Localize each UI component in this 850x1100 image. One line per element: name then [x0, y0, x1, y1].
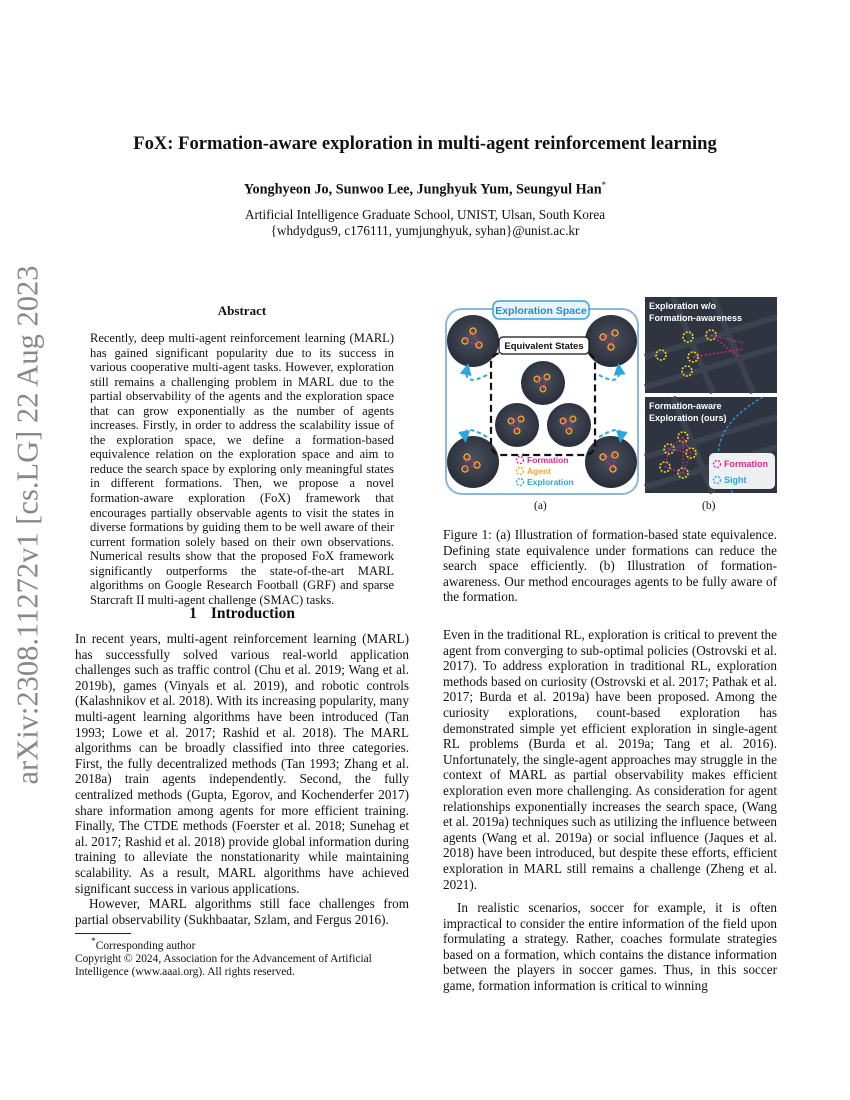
panel-bottom-title-2: Exploration (ours): [649, 413, 727, 423]
author-mark: *: [601, 180, 607, 190]
subfigure-label-a: (a): [534, 500, 547, 512]
legend-b-sight: Sight: [724, 475, 747, 485]
exploration-space-label: Exploration Space: [495, 305, 587, 317]
figure-caption: Figure 1: (a) Illustration of formation-based state equivalence. Defining state equivalence under formations can reduce the search space efficiently. (b) Illustration of formation-awareness. Our method encourages agents to be fully aware of the formation.: [443, 527, 777, 605]
right-column-text: [443, 627, 777, 994]
state-disk-center-left: [495, 403, 539, 447]
abstract-heading: Abstract: [217, 303, 267, 318]
state-disk-center-top: [521, 361, 565, 405]
footnote-corresponding: Corresponding author: [95, 939, 196, 952]
panel-top-title-2: Formation-awareness: [649, 313, 743, 323]
authors: Yonghyeon Jo, Sunwoo Lee, Junghyuk Yum, Seungyul Han: [243, 181, 602, 198]
figure-graphic: [443, 297, 777, 497]
subfigure-label-b: (b): [702, 500, 716, 512]
panel-b-top: [645, 297, 777, 393]
legend-formation: Formation: [527, 455, 569, 465]
right-paragraph-1: Even in the traditional RL, exploration is critical to prevent the agent from converging to sub-optimal policies (Ostrovski et al. 2017). To address exploration in traditional RL, exploration methods based on curiosity (Ostrovski et al. 2017; Pathak et al. 2017; Burda et al. 2019a) have been proposed. Among the curiosity explorations, count-based exploration has demonstrated simple yet efficient exploration in single-agent RL problems (Burda et al. 2019a; Tang et al. 2016). Unfortunately, the single-agent approaches may struggle in the context of MARL as partial observability makes efficient exploration even more challenging. As consideration for agent relationships exponentially increases the search space, (Wang et al. 2019a) techniques such as utilizing the influence between agents (Wang et al. 2019a) or social influence (Jaques et al. 2018) have been introduced, but despite these efforts, efficient exploration in MARL still remains a challenge (Zheng et al. 2021).: [443, 627, 777, 892]
state-disk-center-right: [547, 403, 591, 447]
footnote-copyright: Copyright © 2024, Association for the Advancement of Artificial Intelligence (www.aaai.org). All rights reserved.: [75, 953, 372, 979]
state-disk-top-right: [585, 315, 637, 367]
right-paragraph-2: In realistic scenarios, soccer for example, it is often impractical to consider the entire information of the field upon formulating a strategy. Rather, coaches formulate strategies based on a formation, which contains the distance information between the players in soccer games. Thus, in this soccer game, formation information is critical to winning: [443, 900, 777, 994]
abstract-text: Recently, deep multi-agent reinforcement learning (MARL) has gained significant popularity due to its success in various cooperative multi-agent tasks. However, exploration still remains a challenging problem in MARL due to the partial observability of the agents and the exploration space that can grow exponentially as the number of agents increases. Firstly, in order to address the scalability issue of the exploration space, we define a formation-based equivalence relation on the exploration space and aim to reduce the search space by exploring only meaningful states in different formations. Then, we propose a novel formation-aware exploration (FoX) framework that encourages partially observable agents to visit the states in diverse formations by guiding them to be well aware of their current formation solely based on their own observations. Numerical results show that the proposed FoX framework significantly outperforms the state-of-the-art MARL algorithms on Google Research Football (GRF) and sparse Starcraft II multi-agent challenge (SMAC) tasks.: [90, 331, 394, 607]
legend-agent: Agent: [527, 466, 552, 476]
affiliation: Artificial Intelligence Graduate School, UNIST, Ulsan, South Korea: [244, 207, 606, 222]
footnote-rule: [75, 933, 131, 934]
section-title: Introduction: [210, 605, 295, 622]
state-disk-bottom-right: [585, 436, 637, 488]
arxiv-id: arXiv:2308.11272v1 [cs.LG] 22 Aug 2023: [10, 265, 45, 785]
emails: {whdydgus9, c176111, yumjunghyuk, syhan}@unist.ac.kr: [270, 222, 580, 238]
footnote-mark: *: [91, 937, 96, 947]
figure-1: [443, 297, 777, 497]
panel-bottom-title-1: Formation-aware: [649, 401, 722, 411]
legend-exploration: Exploration: [527, 477, 574, 487]
panel-top-title-1: Exploration w/o: [649, 301, 717, 311]
affiliation-block: [0, 207, 850, 238]
footnotes: [75, 936, 409, 980]
intro-paragraph-1: In recent years, multi-agent reinforcement learning (MARL) has successfully solved various real-world application challenges such as traffic control (Chu et al. 2019; Wang et al. 2019b), games (Vinyals et al. 2019), and robotic controls (Kalashnikov et al. 2018). With its increasing popularity, many multi-agent learning algorithms have been introduced (Tan 1993; Lowe et al. 2017; Rashid et al. 2018). The MARL algorithms can be broadly classified into three categories. First, the fully decentralized methods (Tan 1993; Zhang et al. 2018a) train agents independently. Second, the fully centralized methods (Gupta, Egorov, and Kochenderfer 2017) share information among agents for more efficient training. Finally, The CTDE methods (Foerster et al. 2018; Sunehag et al. 2017; Rashid et al. 2018) provide global information during training to alleviate the nonstationarity while maintaining scalability. As a result, MARL algorithms have achieved significant success in various applications.: [75, 631, 409, 896]
section-heading: [75, 605, 409, 623]
author-line: [0, 180, 850, 199]
section-number: 1: [189, 605, 197, 622]
equivalent-states-label: Equivalent States: [504, 341, 584, 352]
panel-b-bottom: [645, 397, 777, 493]
state-disk-top-left: [447, 315, 499, 367]
intro-column: [75, 631, 409, 927]
legend-b-formation: Formation: [724, 459, 768, 469]
intro-paragraph-2: However, MARL algorithms still face challenges from partial observability (Sukhbaatar, Szlam, and Fergus 2016).: [75, 896, 409, 927]
paper-title: FoX: Formation-aware exploration in multi-agent reinforcement learning: [133, 133, 717, 154]
arxiv-stamp: [6, 265, 50, 785]
